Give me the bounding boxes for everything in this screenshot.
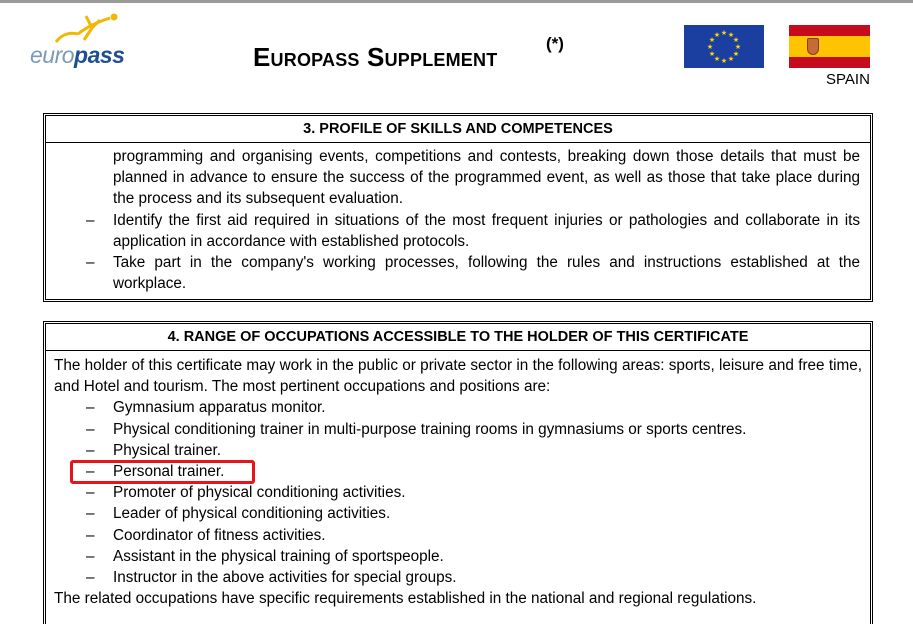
list-item-text: Physical trainer. xyxy=(113,441,221,459)
list-item xyxy=(46,252,870,294)
spain-crest-icon xyxy=(807,38,819,55)
list-item-text: Identify the first aid required in situations of the most frequent injuries or pathologies and collaborate in its application in accordance with established protocols. xyxy=(113,211,860,250)
list-item-text: Instructor in the above activities for special groups. xyxy=(113,569,457,587)
list-item-text: Coordinator of fitness activities. xyxy=(113,526,326,544)
svg-text:★: ★ xyxy=(732,50,740,58)
logo-wordmark xyxy=(30,42,124,69)
list-dash: – xyxy=(86,463,95,481)
logo-text-light: euro xyxy=(30,42,75,68)
list-item xyxy=(46,397,870,418)
title-footnote-marker: (*) xyxy=(546,34,564,53)
country-label: SPAIN xyxy=(826,71,870,88)
list-item-text: Promoter of physical conditioning activities. xyxy=(113,484,406,502)
list-item xyxy=(46,525,870,546)
list-dash: – xyxy=(86,441,95,459)
list-dash: – xyxy=(86,399,95,417)
spain-flag-band xyxy=(789,36,870,57)
list-item-text: programming and organising events, competitions and contests, breaking down those details that must be planned in advance to ensure the success of the programmed event, as well as those that take place during the process and its subsequent evaluation. xyxy=(113,148,860,208)
document-title: Europass Supplement xyxy=(253,42,498,72)
list-item-text: Leader of physical conditioning activities. xyxy=(113,505,391,523)
list-item xyxy=(46,567,870,588)
svg-text:★: ★ xyxy=(708,50,716,58)
svg-text:★: ★ xyxy=(720,29,728,37)
section-heading: 4. RANGE OF OCCUPATIONS ACCESSIBLE TO THE HOLDER OF THIS CERTIFICATE xyxy=(46,324,870,351)
list-item xyxy=(46,546,870,567)
list-item-text: Gymnasium apparatus monitor. xyxy=(113,399,326,417)
list-item-text: Personal trainer. xyxy=(113,463,225,481)
eu-flag-icon xyxy=(684,25,764,68)
occupations-outro: The related occupations have specific requirements established in the national and regional regulations. xyxy=(54,590,757,608)
skills-list xyxy=(46,146,870,294)
list-dash: – xyxy=(86,420,95,438)
europass-logo xyxy=(20,12,140,72)
list-item-continuation xyxy=(46,146,870,210)
top-rule xyxy=(0,0,913,3)
list-item-text: Assistant in the physical training of sportspeople. xyxy=(113,547,444,565)
list-dash: – xyxy=(86,547,95,565)
highlight-box xyxy=(70,460,255,484)
list-item xyxy=(46,440,870,461)
list-item xyxy=(46,210,870,252)
svg-text:★: ★ xyxy=(727,31,735,39)
svg-text:★: ★ xyxy=(734,43,742,51)
svg-text:★: ★ xyxy=(713,55,721,63)
occupations-list xyxy=(46,397,870,588)
list-item xyxy=(46,419,870,440)
list-item xyxy=(46,482,870,503)
list-dash: – xyxy=(86,569,95,587)
logo-text-bold: pass xyxy=(74,42,125,68)
occupations-intro: The holder of this certificate may work in the public or private sector in the following areas: sports, leisure and free time, and Hotel and tourism. The most pertinent occupations and positions are: xyxy=(54,357,862,396)
svg-text:★: ★ xyxy=(713,31,721,39)
list-dash: – xyxy=(86,505,95,523)
svg-text:★: ★ xyxy=(732,36,740,44)
list-dash: – xyxy=(86,526,95,544)
list-dash: – xyxy=(86,211,95,229)
list-dash: – xyxy=(86,254,95,272)
list-item-text: Physical conditioning trainer in multi-purpose training rooms in gymnasiums or sports centres. xyxy=(113,420,747,438)
svg-text:★: ★ xyxy=(708,36,716,44)
svg-text:★: ★ xyxy=(727,55,735,63)
list-item-text: Take part in the company's working processes, following the rules and instructions established at the workplace. xyxy=(113,254,860,293)
spain-flag-icon xyxy=(789,25,870,68)
list-item xyxy=(46,503,870,524)
list-dash: – xyxy=(86,484,95,502)
svg-text:★: ★ xyxy=(706,43,714,51)
section-profile-skills xyxy=(43,113,873,302)
section-heading: 3. PROFILE OF SKILLS AND COMPETENCES xyxy=(46,116,870,143)
svg-text:★: ★ xyxy=(720,57,728,65)
